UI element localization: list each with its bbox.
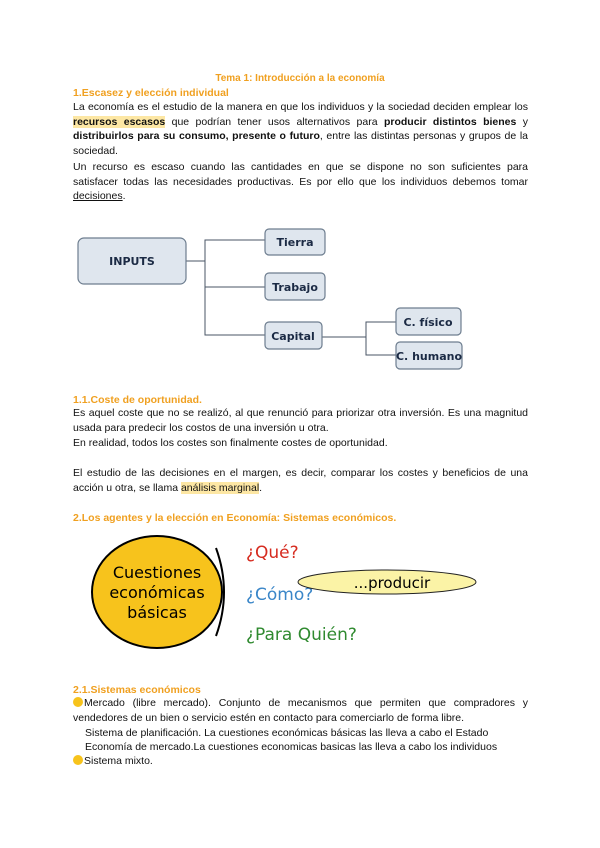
text: .	[122, 190, 126, 202]
bullet-circle-icon	[73, 755, 83, 765]
text: Un recurso es escaso cuando las cantidades en que se dispone no son suficientes para satisfacer todas las necesidades productivas. Es por ello que los individuos debemos tomar	[73, 161, 528, 188]
capital-fisico-label: C. físico	[403, 316, 453, 329]
question-como: ¿Cómo?	[246, 585, 314, 605]
trabajo-label: Trabajo	[272, 281, 318, 294]
question-que: ¿Qué?	[246, 543, 299, 563]
item-mixto	[73, 754, 528, 769]
highlight-analisis-marginal: análisis marginal	[180, 481, 260, 494]
text: El estudio de las decisiones en el margen, es decir, comparar los costes y beneficios de una acción u otra, se llama	[73, 467, 528, 494]
capital-humano-label: C. humano	[395, 350, 463, 363]
text: La economía es el estudio de la manera en que los individuos y la sociedad deciden emplear los	[73, 101, 528, 113]
section-heading-agentes: 2.Los agentes y la elección en Economía: Sistemas económicos.	[73, 512, 397, 524]
page-title: Tema 1: Introducción a la economía	[215, 73, 385, 84]
tierra-label: Tierra	[276, 236, 314, 249]
circle-line-3: básicas	[127, 603, 187, 622]
section-heading-coste-oportunidad: 1.1.Coste de oportunidad.	[73, 394, 202, 406]
item-planificacion: Sistema de planificación. La cuestiones económicas básicas las lleva a cabo el Estado	[85, 727, 489, 739]
bold-distribuirlos: distribuirlos para su consumo, presente o futuro	[73, 130, 320, 142]
highlight-recursos-escasos: recursos escasos	[73, 115, 166, 128]
item-mercado	[73, 696, 528, 725]
section-heading-escasez: 1.Escasez y elección individual	[73, 87, 229, 99]
text: Mercado (libre mercado). Conjunto de mecanismos que permiten que compradores y vendedores de un bien o servicio estén en contacto para comerciarlo de forma libre.	[73, 697, 528, 724]
paragraph-coste-oportunidad: Es aquel coste que no se realizó, al que renunció para priorizar otra inversión. Es una magnitud usada para predecir los costos de una inversión u otra.	[73, 407, 528, 434]
underlined-decisiones: decisiones	[73, 190, 123, 202]
producir-label: ...producir	[353, 574, 431, 592]
paragraph-costes-finales: En realidad, todos los costes son finalmente costes de oportunidad.	[73, 437, 388, 449]
text: Sistema mixto.	[84, 755, 153, 767]
text: y	[516, 115, 529, 128]
text: , entre las distintas personas y grupos de la sociedad.	[73, 130, 529, 157]
item-economia-mercado: Economía de mercado.La cuestiones economicas basicas las lleva a cabo los individuos	[85, 741, 498, 753]
capital-label: Capital	[271, 330, 315, 343]
text: que podrían tener usos alternativos para	[165, 115, 384, 128]
bullet-circle-icon	[73, 697, 83, 707]
bold-producir: producir distintos bienes	[383, 115, 517, 128]
circle-line-1: Cuestiones	[112, 563, 202, 582]
inputs-label: INPUTS	[109, 255, 155, 268]
text: .	[259, 481, 263, 494]
question-para-quien: ¿Para Quién?	[246, 625, 357, 645]
section-heading-sistemas: 2.1.Sistemas económicos	[73, 684, 201, 696]
circle-line-2: económicas	[109, 583, 205, 602]
